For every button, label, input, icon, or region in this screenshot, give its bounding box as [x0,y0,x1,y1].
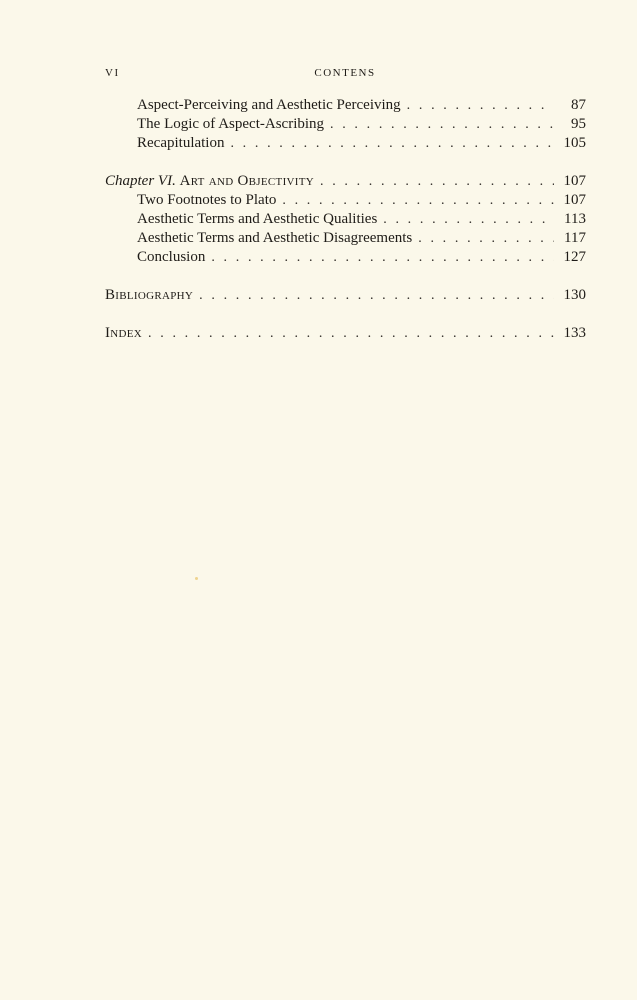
dot-leader [148,324,554,343]
toc-entry-title: Two Footnotes to Plato [137,192,277,208]
toc-entry-page: 105 [563,135,586,151]
dot-leader [320,172,554,191]
toc-entry-page: 95 [571,116,586,132]
toc-chapter-entry [105,172,586,191]
section-gap [105,267,586,286]
dot-leader [199,286,554,305]
bibliography-title: Bibliography [105,287,194,303]
paper-speck [195,577,198,580]
chapter-label: Chapter VI. [105,173,176,189]
toc-entry-page: 113 [564,211,586,227]
dot-leader [230,134,554,153]
toc-entry [105,96,586,115]
chapter-title: Art and Objectivity [179,173,314,189]
index-title: Index [105,325,143,341]
toc-entry-title: Aesthetic Terms and Aesthetic Qualities [137,211,378,227]
page-folio: VI [105,67,120,79]
toc-entry [105,210,586,229]
dot-leader [418,229,554,248]
toc-entry [105,229,586,248]
toc-entry-page: 87 [571,97,586,113]
toc-entry-page: 117 [564,230,586,246]
dot-leader [330,115,554,134]
toc-entry-title: Aesthetic Terms and Aesthetic Disagreements [137,230,413,246]
toc-entry-page: 107 [563,173,586,189]
toc-entry [105,248,586,267]
table-of-contents [105,96,586,343]
toc-entry [105,115,586,134]
dot-leader [383,210,554,229]
toc-index-entry [105,324,586,343]
section-gap [105,153,586,172]
toc-entry-page: 107 [563,192,586,208]
running-title: CONTENS [314,67,376,79]
dot-leader [282,191,554,210]
section-gap [105,305,586,324]
toc-bibliography-entry [105,286,586,305]
dot-leader [211,248,554,267]
toc-entry-title: Conclusion [137,249,206,265]
toc-entry [105,191,586,210]
toc-entry-title: Aspect-Perceiving and Aesthetic Perceiving [137,97,401,113]
toc-entry-title: The Logic of Aspect-Ascribing [137,116,325,132]
running-head [105,67,585,83]
toc-entry [105,134,586,153]
toc-entry-page: 127 [563,249,586,265]
toc-entry-page: 130 [563,287,586,303]
toc-entry-title: Recapitulation [137,135,225,151]
toc-entry-page: 133 [563,325,586,341]
dot-leader [407,96,554,115]
